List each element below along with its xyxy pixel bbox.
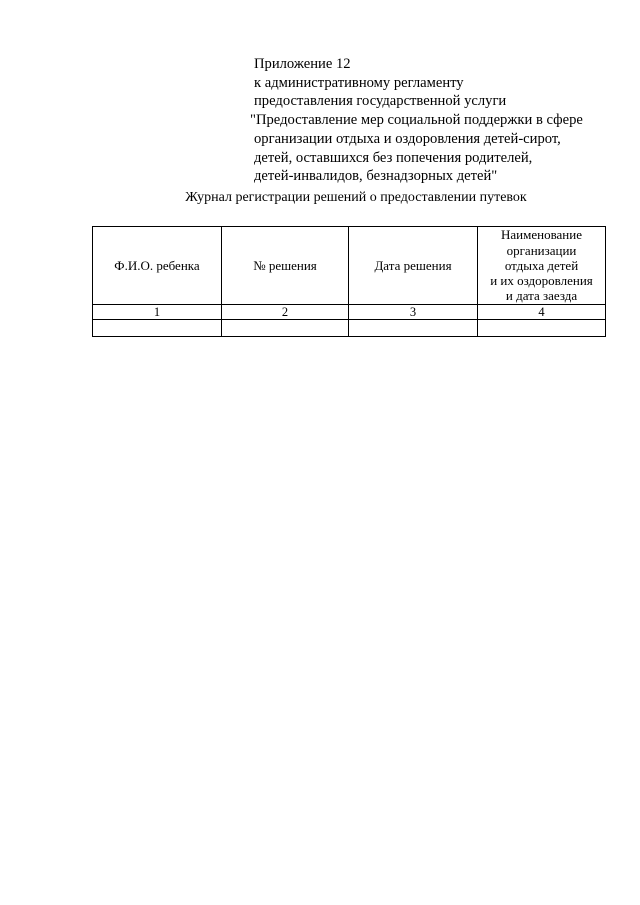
- annex-service-ref: предоставления государственной услуги: [254, 93, 507, 110]
- header-child-name-label: Ф.И.О. ребенка: [114, 257, 200, 273]
- header-child-name: [93, 227, 222, 305]
- header-decision-number: [222, 227, 349, 305]
- annex-service-name-line-2: организации отдыха и оздоровления детей-сирот,: [254, 130, 561, 147]
- table-row: [93, 320, 606, 337]
- header-decision-date: [349, 227, 478, 305]
- table-cell: [478, 320, 606, 337]
- header-organization: [478, 227, 606, 305]
- header-decision-date-label: Дата решения: [374, 257, 452, 273]
- column-number-cell: 2: [222, 305, 349, 320]
- annex-regulation-ref: к административному регламенту: [254, 74, 464, 91]
- annex-service-name-line-1: "Предоставление мер социальной поддержки в сфере: [250, 112, 583, 129]
- decisions-register-table: [92, 226, 606, 337]
- header-organization-label: Наименование организации отдыха детей и их оздоровления и дата заезда: [490, 227, 593, 304]
- table-cell: [93, 320, 222, 337]
- annex-header: [250, 55, 634, 186]
- table-header-row: [93, 227, 606, 305]
- column-number-row: [93, 305, 606, 320]
- table-cell: [349, 320, 478, 337]
- annex-service-name-line-4: детей-инвалидов, безнадзорных детей": [254, 168, 498, 185]
- header-decision-number-label: № решения: [253, 257, 317, 273]
- journal-title: Журнал регистрации решений о предоставлении путевок: [185, 190, 527, 205]
- column-number-cell: 4: [478, 305, 606, 320]
- table-cell: [222, 320, 349, 337]
- column-number-cell: 3: [349, 305, 478, 320]
- column-number-cell: 1: [93, 305, 222, 320]
- annex-service-name-line-3: детей, оставшихся без попечения родителей,: [254, 149, 533, 166]
- annex-title: Приложение 12: [254, 56, 351, 72]
